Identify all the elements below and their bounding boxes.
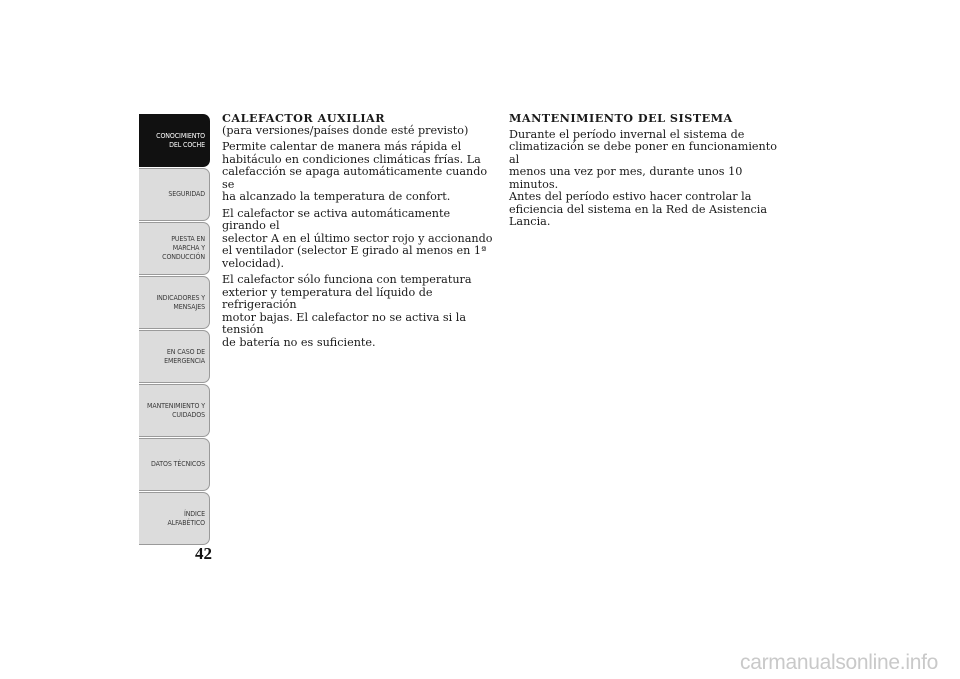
watermark: carmanualsonline.info (740, 651, 938, 674)
tab-mantenimiento-y-cuidados[interactable] (139, 384, 210, 437)
tab-puesta-en-marcha[interactable] (139, 222, 210, 275)
tab-label: DATOS TÉCNICOS (150, 460, 205, 468)
section-calefactor-auxiliar (222, 112, 494, 353)
section-subheading: (para versiones/países donde esté previsto) (222, 123, 469, 137)
tab-label: PUESTA EN MARCHA Y CONDUCCIÓN (162, 235, 205, 261)
tab-seguridad[interactable] (139, 168, 210, 221)
tab-label: EN CASO DE EMERGENCIA (164, 347, 205, 365)
tab-label: MANTENIMIENTO Y CUIDADOS (147, 401, 205, 419)
tab-conocimiento-del-coche[interactable] (139, 114, 210, 167)
tab-indicadores-y-mensajes[interactable] (139, 276, 210, 329)
section-mantenimiento-del-sistema (509, 112, 789, 233)
tab-label: ÍNDICE ALFABÉTICO (167, 509, 205, 527)
section-heading: CALEFACTOR AUXILIAR (222, 111, 386, 125)
tab-datos-tecnicos[interactable] (139, 438, 210, 491)
page-number: 42 (195, 544, 212, 563)
tab-label: SEGURIDAD (168, 190, 205, 198)
paragraph: Permite calentar de manera más rápida el habitáculo en condiciones climáticas frías. La calefacción se apaga automáticamente cuando se ha alcanzado la temperatura de confort. (222, 140, 488, 203)
tab-en-caso-de-emergencia[interactable] (139, 330, 210, 383)
tab-label: INDICADORES Y MENSAJES (156, 293, 205, 311)
section-heading: MANTENIMIENTO DEL SISTEMA (509, 111, 733, 125)
paragraph: El calefactor se activa automáticamente girando el selector A en el último sector rojo y accionando el ventilador (selector E girado al menos en 1ª velocidad). (222, 206, 493, 270)
tab-label: CONOCIMIENTO DEL COCHE (156, 131, 205, 149)
tab-indice-alfabetico[interactable] (139, 492, 210, 545)
paragraph: El calefactor sólo funciona con temperatura exterior y temperatura del líquido de refrigeración motor bajas. El calefactor no se activa si la tensión de batería no es suficiente. (222, 273, 472, 349)
section-tabs (139, 114, 211, 544)
paragraph: Durante el período invernal el sistema de climatización se debe poner en funcionamiento al menos una vez por mes, durante unos 10 minutos. Antes del período estivo hacer controlar la eficiencia del sistema en la Red de Asistencia Lancia. (509, 127, 777, 228)
